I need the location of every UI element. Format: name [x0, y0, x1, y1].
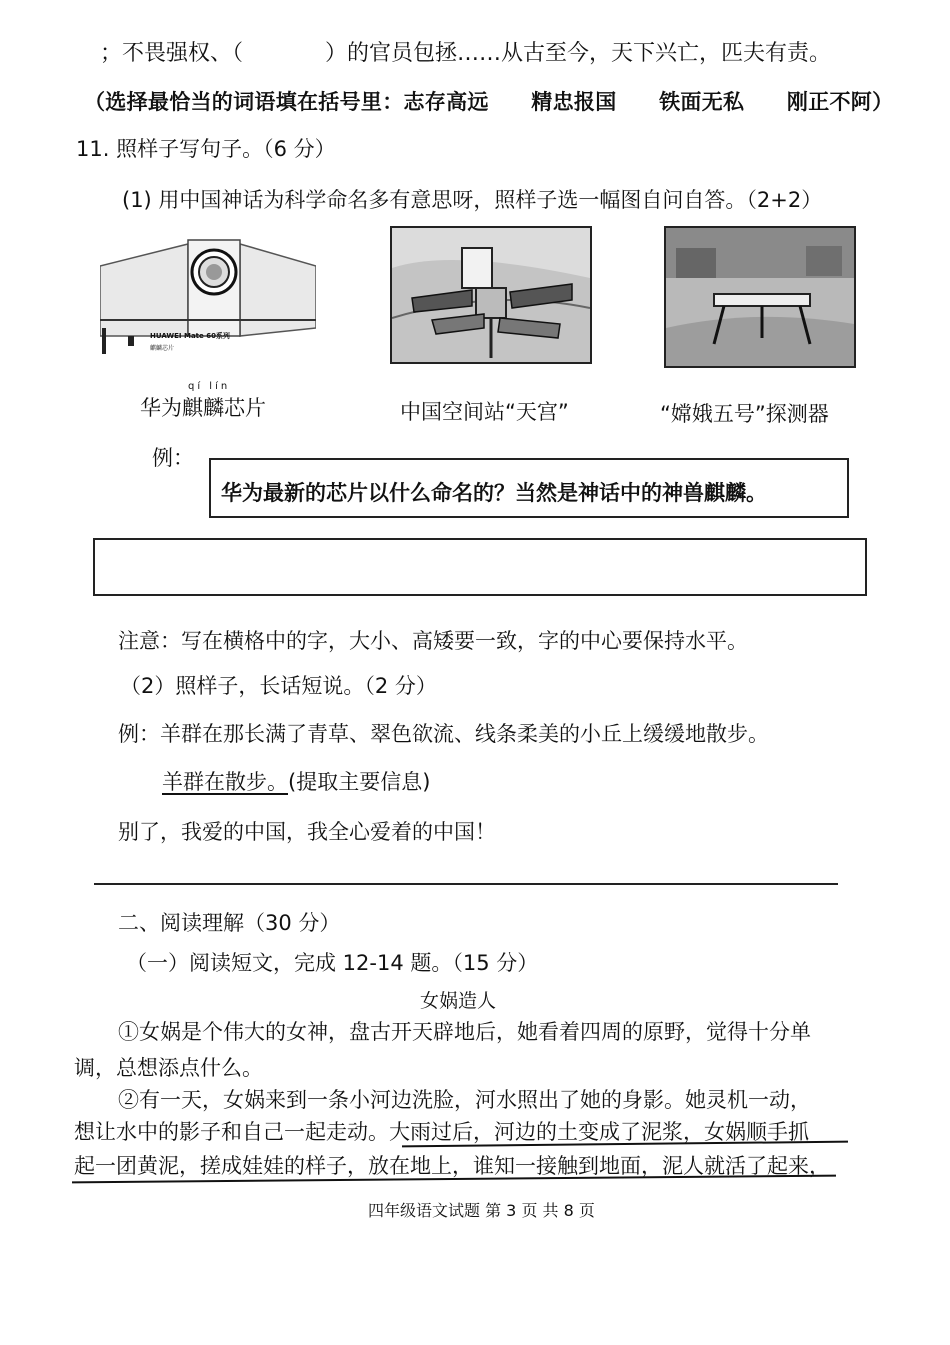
question-11-part1: (1) 用中国神话为科学命名多有意思呀，照样子选一幅图自问自答。（2+2） [122, 188, 823, 212]
writing-note: 注意：写在横格中的字，大小、高矮要一致，字的中心要保持水平。 [118, 629, 748, 653]
question-11-part2: （2）照样子，长话短说。（2 分） [120, 674, 437, 698]
word-bank: （选择最恰当的词语填在括号里：志存高远 精忠报国 铁面无私 刚正不阿） [84, 90, 894, 114]
passage-title: 女娲造人 [420, 990, 497, 1012]
huawei-ad-text: HUAWEI Mate 60系列 [150, 332, 230, 340]
answer-line[interactable] [94, 883, 838, 885]
passage-p2-line3: 起一团黄泥，搓成娃娃的样子，放在地上，谁知一接触到地面，泥人就活了起来， [74, 1154, 830, 1178]
caption-space-station: 中国空间站“天宫” [400, 400, 569, 424]
caption-lunar-probe: “嫦娥五号”探测器 [660, 402, 829, 426]
huawei-chip-picture [100, 236, 316, 358]
page-footer: 四年级语文试题 第 3 页 共 8 页 [368, 1201, 595, 1220]
passage-p1-line1: ①女娲是个伟大的女神，盘古开天辟地后，她看着四周的原野，觉得十分单 [118, 1020, 811, 1044]
caption-huawei-text: 华为麒麟芯片 [140, 396, 266, 420]
passage-p2-line1: ②有一天，女娲来到一条小河边洗脸，河水照出了她的身影。她灵机一动， [118, 1088, 811, 1112]
pinyin-qilin: qí lín [188, 381, 231, 392]
lunar-probe-picture [664, 226, 856, 368]
example-text: 华为最新的芯片以什么命名的？当然是神话中的神兽麒麟。 [221, 480, 767, 505]
caption-huawei [140, 392, 266, 422]
part2-answer-note: (提取主要信息) [288, 770, 431, 794]
section-2-sub: （一）阅读短文，完成 12-14 题。（15 分） [126, 951, 539, 975]
huawei-ad-subtext: 麒麟芯片 [150, 345, 175, 352]
space-station-picture [390, 226, 592, 364]
fill-line-lead: ；不畏强权、（ [100, 41, 244, 66]
part2-answer-text: 羊群在散步。 [162, 770, 288, 794]
part2-example: 例：羊群在那长满了青草、翠色欲流、线条柔美的小丘上缓缓地散步。 [118, 722, 769, 746]
question-11-title: 11. 照样子写句子。（6 分） [76, 137, 336, 161]
part2-prompt: 别了，我爱的中国，我全心爱着的中国！ [118, 820, 496, 844]
passage-p1-line2: 调，总想添点什么。 [74, 1056, 263, 1080]
passage-p2-line2: 想让水中的影子和自己一起走动。大雨过后，河边的土变成了泥浆，女娲顺手抓 [74, 1120, 809, 1144]
answer-input-box[interactable] [93, 538, 867, 596]
fill-line-tail: ）的官员包拯……从古至今，天下兴亡，匹夫有责。 [325, 41, 832, 66]
space-station-image [392, 228, 590, 362]
example-label: 例： [152, 446, 194, 470]
example-box [209, 458, 849, 518]
lunar-probe-image [666, 228, 854, 366]
fill-line-top [100, 36, 831, 67]
part2-answer [162, 766, 430, 796]
section-2-title: 二、阅读理解（30 分） [118, 911, 341, 935]
